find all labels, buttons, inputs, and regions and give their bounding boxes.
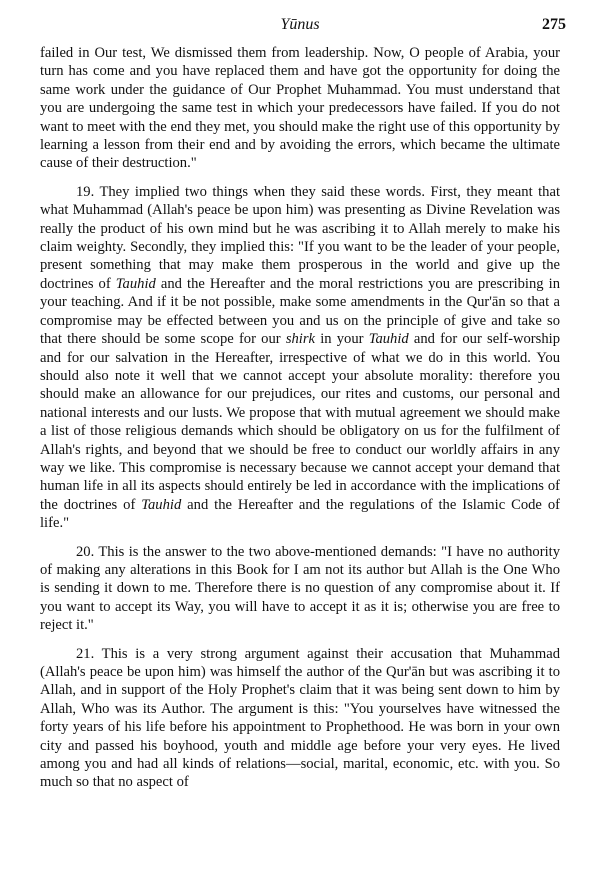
italic-term: Tauhid (115, 275, 156, 292)
paragraph-continuation (40, 44, 560, 173)
note-20 (40, 543, 560, 635)
italic-term: Tauhid (368, 331, 409, 348)
text-segment: 21. This is a very strong argument against their accusation that Muhammad (Allah's peace be upon him) was himself the author of the Qur'ān but was ascribing it to Allah, and in support of the Holy Prophet's claim that it was being sent down to him by Allah, Who was its Author. The argument is this: "You yourselves have witnessed the forty years of his life before his appointment to Prophethood. He was born in your own city and passed his boyhood, youth and middle age before your very eyes. He lived among you and had all kinds of relations—social, marital, economic, etc. with you. So much so that no aspect of (40, 645, 560, 791)
text-segment: and the Hereafter and the regulations of the Islamic Code of life." (40, 496, 560, 532)
page-body (40, 44, 560, 802)
italic-term: shirk (285, 331, 315, 348)
running-title: Yūnus (280, 16, 320, 33)
text-segment: 19. They implied two things when they said these words. First, they meant that what Muhammad (Allah's peace be upon him) was presenting as Divine Revelation was really the product of his own mind but he was ascribing it to Allah merely to make his claim weighty. Secondly, they implied this: "If you want to be the leader of your people, present something that may make them prosperous in the world and give up the doctrines of (40, 183, 560, 292)
page-header (0, 16, 600, 38)
italic-term: Tauhid (141, 496, 182, 513)
text-segment: 20. This is the answer to the two above-mentioned demands: "I have no authority of making any alterations in this Book for I am not its author but Allah is the One Who is sending it down to me. Therefore there is no question of any compromise about it. If you want to accept its Way, you will have to accept it as it is; otherwise you are free to reject it." (40, 543, 560, 634)
text-segment: failed in Our test, We dismissed them from leadership. Now, O people of Arabia, your turn has come and you have replaced them and have got the opportunity for doing the same work under the guidance of Our Prophet Muhammad. You must understand that you are undergoing the same test in which your predecessors have failed. If you do not want to meet with the end they met, you should make the right use of this opportunity by learning a lesson from their end and by avoiding the errors, which became the ultimate cause of their destruction." (40, 45, 560, 172)
page-number: 275 (542, 16, 566, 33)
text-segment: in your (315, 331, 369, 348)
note-19 (40, 183, 560, 533)
text-segment: and for our self-worship and for our salvation in the Hereafter, irrespective of what we do in this world. You should also note it well that we cannot accept your absolute morality: therefore you should make an allowance for our prejudices, our rites and customs, our personal and national interests and our lusts. We propose that with mutual agreement we should make a list of those religious demands which should be obligatory on us for the fulfilment of Allah's rights, and beyond that we should be free to conduct our worldly affairs in any way we like. This compromise is necessary because we cannot accept your demand that human life in all its aspects should entirely be led in accordance with the implications of the doctrines of (40, 331, 560, 513)
text-segment: and the Hereafter and the moral restrictions you are prescribing in your teaching. And if it be not possible, make some amendments in the Qur'ān so that a compromise may be effected between you and us on the principle of give and take so that there should be some scope for our (40, 275, 560, 348)
note-21 (40, 645, 560, 792)
